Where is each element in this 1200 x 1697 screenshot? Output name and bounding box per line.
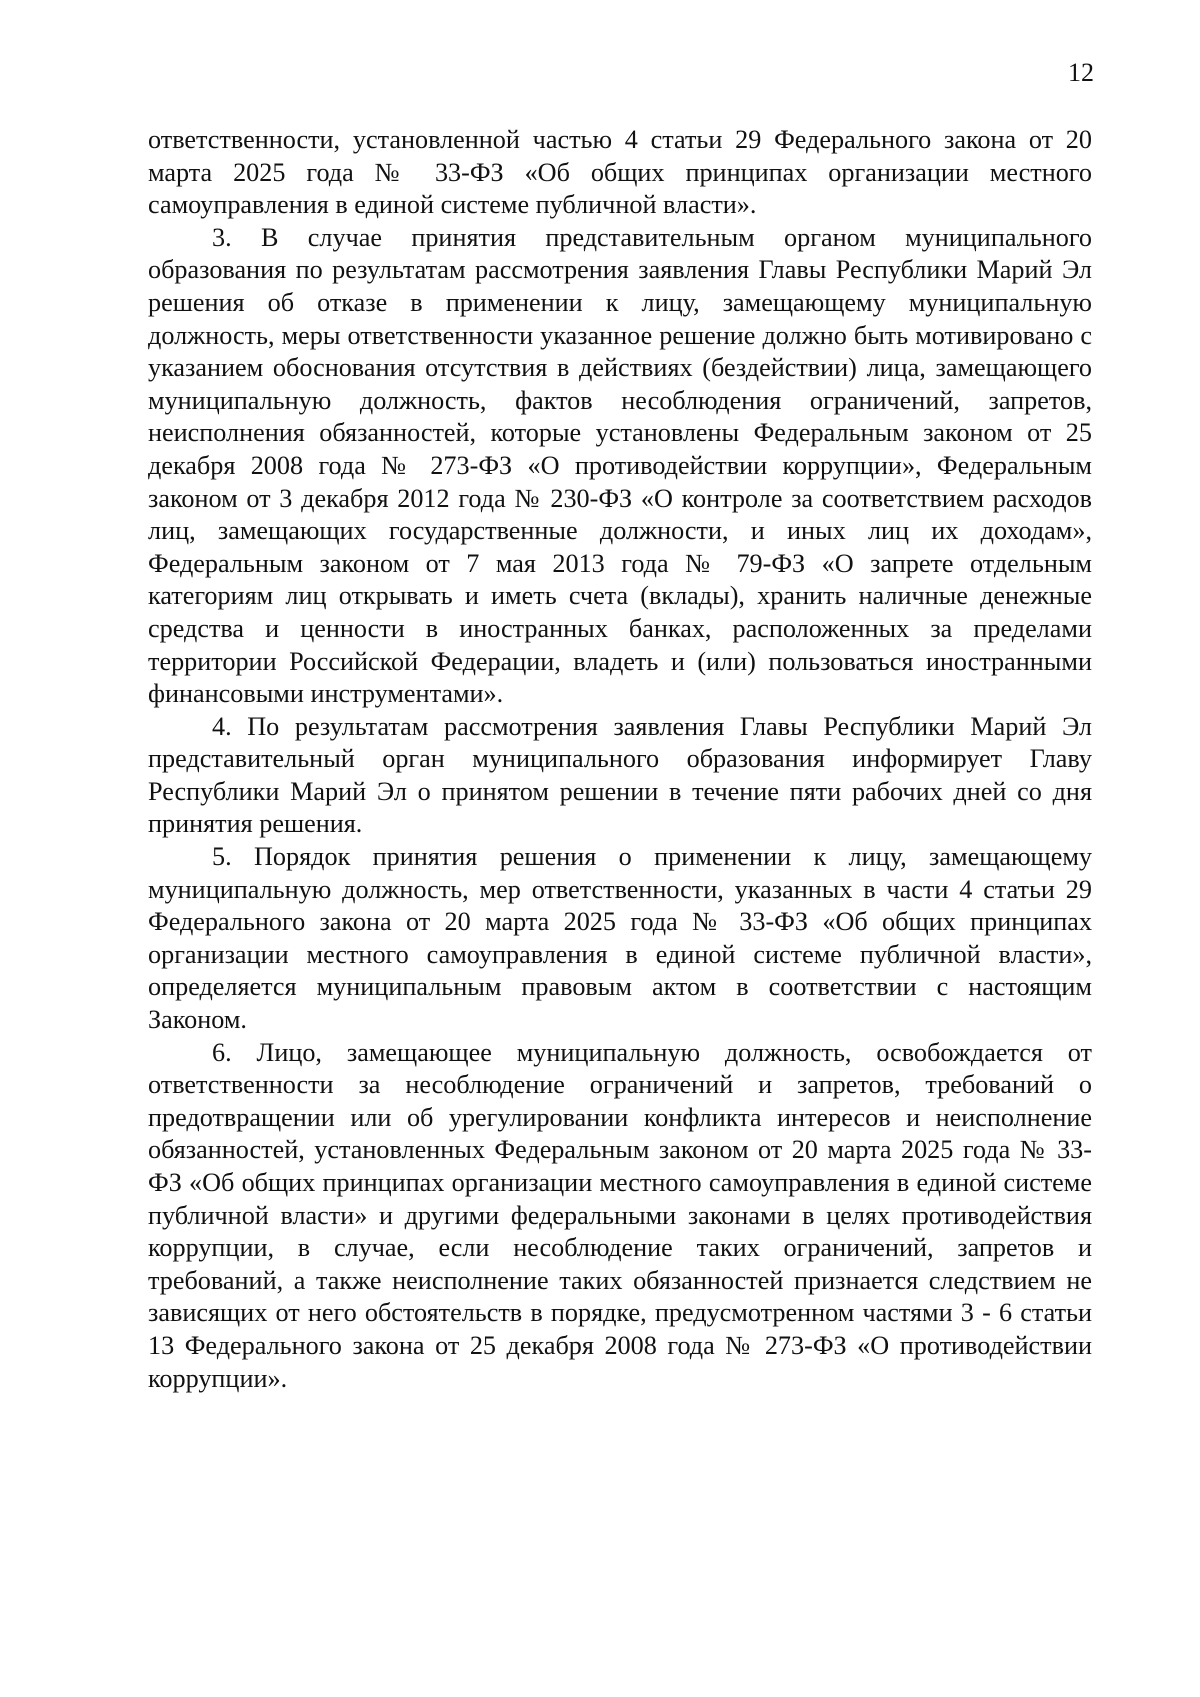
document-body: [148, 124, 1092, 1395]
paragraph-3: 3. В случае принятия представительным органом муниципального образования по результатам рассмотрения заявления Главы Республики Марий Эл решения об отказе в применении к лицу, замещающему муниципальную должность, меры ответственности указанное решение должно быть мотивировано с указанием обоснования отсутствия в действиях (бездействии) лица, замещающего муниципальную должность, фактов несоблюдения ограничений, запретов, неисполнения обязанностей, которые установлены Федеральным законом от 25 декабря 2008 года № 273-ФЗ «О противодействии коррупции», Федеральным законом от 3 декабря 2012 года № 230-ФЗ «О контроле за соответствием расходов лиц, замещающих государственные должности, и иных лиц их доходам», Федеральным законом от 7 мая 2013 года № 79-ФЗ «О запрете отдельным категориям лиц открывать и иметь счета (вклады), хранить наличные денежные средства и ценности в иностранных банках, расположенных за пределами территории Российской Федерации, владеть и (или) пользоваться иностранными финансовыми инструментами».: [148, 222, 1092, 709]
paragraph-4: 4. По результатам рассмотрения заявления Главы Республики Марий Эл представительный орган муниципального образования информирует Главу Республики Марий Эл о принятом решении в течение пяти рабочих дней со дня принятия решения.: [148, 711, 1092, 839]
paragraph-5: 5. Порядок принятия решения о применении к лицу, замещающему муниципальную должность, мер ответственности, указанных в части 4 статьи 29 Федерального закона от 20 марта 2025 года № 33-ФЗ «Об общих принципах организации местного самоуправления в единой системе публичной власти», определяется муниципальным правовым актом в соответствии с настоящим Законом.: [148, 842, 1092, 1035]
paragraph-6: 6. Лицо, замещающее муниципальную должность, освобождается от ответственности за несоблюдение ограничений и запретов, требований о предотвращении или об урегулировании конфликта интересов и неисполнение обязанностей, установленных Федеральным законом от 20 марта 2025 года № 33-ФЗ «Об общих принципах организации местного самоуправления в единой системе публичной власти» и другими федеральными законами в целях противодействия коррупции, в случае, если несоблюдение таких ограничений, запретов и требований, а также неисполнение таких обязанностей признается следствием не зависящих от него обстоятельств в порядке, предусмотренном частями 3 - 6 статьи 13 Федерального закона от 25 декабря 2008 года № 273-ФЗ «О противодействии коррупции».: [148, 1037, 1092, 1393]
page-number: 12: [1068, 58, 1094, 87]
paragraph-continuation: ответственности, установленной частью 4 статьи 29 Федерального закона от 20 марта 2025 года № 33-ФЗ «Об общих принципах организации местного самоуправления в единой системе публичной власти».: [148, 125, 1092, 220]
